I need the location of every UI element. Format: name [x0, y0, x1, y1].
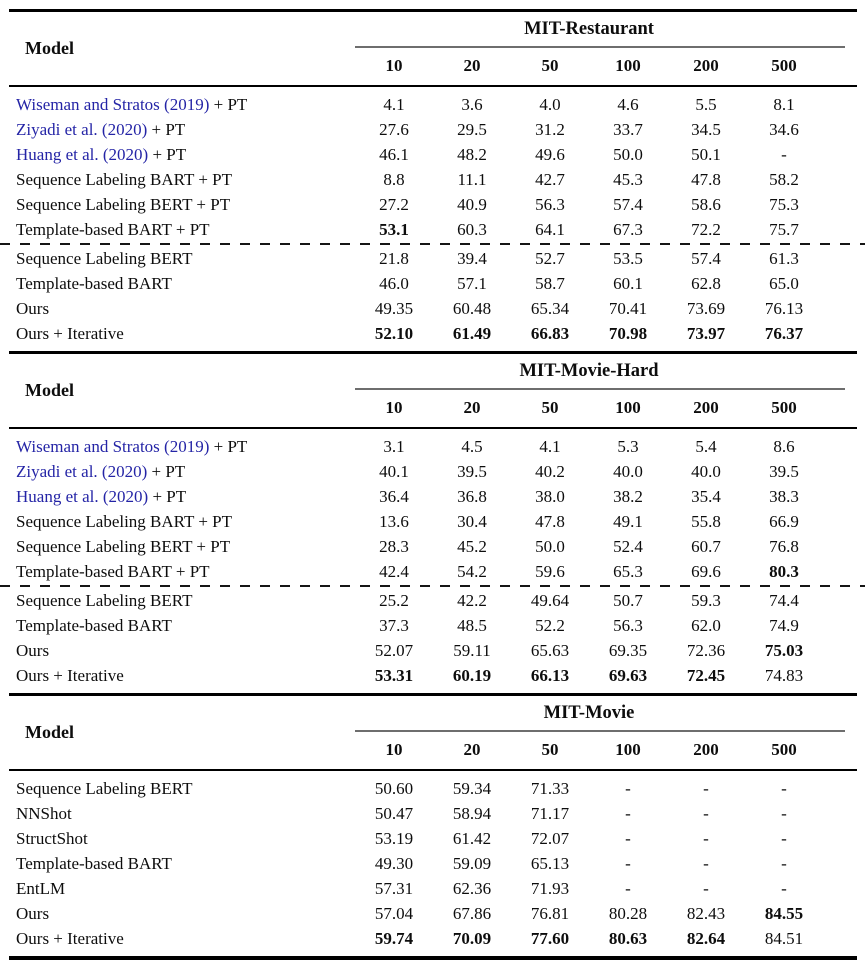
table-header — [0, 696, 865, 769]
sample-size-label: 20 — [463, 740, 481, 760]
sample-size-label: 50 — [541, 740, 559, 760]
score-value: 58.94 — [452, 803, 492, 823]
model-name: Sequence Labeling BART + PT — [16, 511, 232, 531]
score-value: 47.8 — [691, 169, 721, 189]
score-value: 36.4 — [379, 486, 409, 506]
table-row — [16, 117, 823, 142]
score-value: 4.5 — [461, 436, 483, 456]
score-value: 58.7 — [535, 273, 565, 293]
score-value: 57.04 — [374, 903, 414, 923]
score-value: 56.3 — [613, 615, 643, 635]
score-value: - — [781, 878, 787, 898]
score-value: 80.3 — [769, 561, 799, 581]
score-value: 72.07 — [530, 828, 570, 848]
model-name: Ours — [16, 640, 50, 660]
citation-link[interactable]: Ziyadi et al. (2020) — [16, 119, 148, 139]
score-value: 71.93 — [530, 878, 570, 898]
score-value: 50.0 — [535, 536, 565, 556]
score-value: 69.35 — [608, 640, 648, 660]
score-value: 75.03 — [764, 640, 804, 660]
model-name: Huang et al. (2020) + PT — [16, 486, 187, 506]
score-value: 40.2 — [535, 461, 565, 481]
score-value: 42.4 — [379, 561, 409, 581]
score-value: 34.6 — [769, 119, 799, 139]
score-value: 21.8 — [379, 248, 409, 268]
score-value: 49.64 — [530, 590, 570, 610]
score-value: 27.2 — [379, 194, 409, 214]
citation-link[interactable]: Wiseman and Stratos (2019) — [16, 436, 210, 456]
score-value: 75.3 — [769, 194, 799, 214]
model-name: Template-based BART + PT — [16, 561, 210, 581]
sample-size-label: 10 — [385, 398, 403, 418]
score-value: 71.33 — [530, 778, 570, 798]
model-name: Ours + Iterative — [16, 665, 124, 685]
table-row — [16, 876, 823, 901]
score-value: 66.13 — [530, 665, 570, 685]
score-value: 80.63 — [608, 928, 648, 948]
dataset-title: MIT-Restaurant — [524, 18, 654, 39]
score-value: 76.81 — [530, 903, 570, 923]
table-row — [16, 217, 823, 242]
score-value: 37.3 — [379, 615, 409, 635]
score-value: 8.8 — [383, 169, 405, 189]
sample-size-label: 500 — [771, 740, 797, 760]
score-value: 72.2 — [691, 219, 721, 239]
score-value: 25.2 — [379, 590, 409, 610]
model-name: Ziyadi et al. (2020) + PT — [16, 461, 186, 481]
score-value: 50.60 — [374, 778, 414, 798]
score-value: 4.6 — [617, 94, 639, 114]
table-row — [16, 638, 823, 663]
model-column-header-cell — [25, 354, 355, 427]
results-table-mit-movie-hard — [0, 351, 865, 693]
score-value: 39.5 — [457, 461, 487, 481]
table-body — [0, 429, 865, 693]
score-value: 72.36 — [686, 640, 726, 660]
model-name: Sequence Labeling BERT + PT — [16, 194, 231, 214]
score-value: 48.2 — [457, 144, 487, 164]
dataset-title: MIT-Movie — [543, 702, 635, 723]
bottom-rule — [9, 956, 857, 960]
score-value: 69.6 — [691, 561, 721, 581]
sample-size-label: 100 — [615, 398, 641, 418]
score-value: 49.1 — [613, 511, 643, 531]
score-value: 60.48 — [452, 298, 492, 318]
sample-size-header-row — [355, 390, 823, 428]
score-value: 4.0 — [539, 94, 561, 114]
score-value: 30.4 — [457, 511, 487, 531]
dashed-divider — [0, 243, 865, 245]
score-value: 38.2 — [613, 486, 643, 506]
model-name: Ziyadi et al. (2020) + PT — [16, 119, 186, 139]
score-value: - — [703, 803, 709, 823]
score-value: - — [625, 828, 631, 848]
score-value: 76.13 — [764, 298, 804, 318]
score-value: 75.7 — [769, 219, 799, 239]
score-value: - — [625, 878, 631, 898]
score-value: 61.42 — [452, 828, 492, 848]
model-name: Sequence Labeling BERT — [16, 590, 193, 610]
score-value: 45.3 — [613, 169, 643, 189]
score-value: 57.4 — [613, 194, 643, 214]
score-value: 39.4 — [457, 248, 487, 268]
score-value: 66.9 — [769, 511, 799, 531]
score-value: 74.9 — [769, 615, 799, 635]
sample-size-label: 100 — [615, 56, 641, 76]
score-value: 49.35 — [374, 298, 414, 318]
score-value: 59.74 — [374, 928, 414, 948]
score-value: 50.0 — [613, 144, 643, 164]
score-value: 73.69 — [686, 298, 726, 318]
score-value: 42.2 — [457, 590, 487, 610]
score-value: 49.6 — [535, 144, 565, 164]
score-value: 82.64 — [686, 928, 726, 948]
score-value: 38.0 — [535, 486, 565, 506]
model-name: Wiseman and Stratos (2019) + PT — [16, 94, 248, 114]
sample-size-label: 50 — [541, 398, 559, 418]
table-row — [16, 459, 823, 484]
table-header — [0, 12, 865, 85]
score-value: 71.17 — [530, 803, 570, 823]
score-value: 28.3 — [379, 536, 409, 556]
model-name: Sequence Labeling BART + PT — [16, 169, 232, 189]
sample-size-label: 20 — [463, 56, 481, 76]
score-value: 59.3 — [691, 590, 721, 610]
table-row — [16, 901, 823, 926]
score-value: 80.28 — [608, 903, 648, 923]
score-value: 27.6 — [379, 119, 409, 139]
score-value: 34.5 — [691, 119, 721, 139]
dataset-header-area — [355, 696, 823, 769]
score-value: 38.3 — [769, 486, 799, 506]
citation-link[interactable]: Huang et al. (2020) — [16, 144, 149, 164]
score-value: 65.3 — [613, 561, 643, 581]
score-value: - — [781, 803, 787, 823]
score-value: - — [781, 853, 787, 873]
dataset-header-area — [355, 354, 823, 427]
sample-size-label: 500 — [771, 398, 797, 418]
score-value: 13.6 — [379, 511, 409, 531]
model-name: Ours + Iterative — [16, 323, 124, 343]
score-value: - — [781, 778, 787, 798]
score-value: 29.5 — [457, 119, 487, 139]
results-table-mit-movie — [0, 693, 865, 960]
score-value: 53.1 — [379, 219, 409, 239]
score-value: 67.3 — [613, 219, 643, 239]
table-row — [16, 613, 823, 638]
score-value: 53.31 — [374, 665, 414, 685]
score-value: 35.4 — [691, 486, 721, 506]
results-table-mit-restaurant — [0, 9, 865, 351]
score-value: 59.6 — [535, 561, 565, 581]
table-row — [16, 246, 823, 271]
table-row — [16, 271, 823, 296]
model-name: EntLM — [16, 878, 66, 898]
model-name: Ours + Iterative — [16, 928, 124, 948]
score-value: 46.1 — [379, 144, 409, 164]
score-value: 60.3 — [457, 219, 487, 239]
dashed-divider — [0, 585, 865, 587]
score-value: 60.1 — [613, 273, 643, 293]
score-value: 59.34 — [452, 778, 492, 798]
model-name: Sequence Labeling BERT — [16, 248, 193, 268]
table-row — [16, 851, 823, 876]
score-value: 72.45 — [686, 665, 726, 685]
table-row — [16, 192, 823, 217]
citation-link[interactable]: Ziyadi et al. (2020) — [16, 461, 148, 481]
score-value: 65.13 — [530, 853, 570, 873]
model-name: Template-based BART — [16, 853, 172, 873]
score-value: 8.6 — [773, 436, 795, 456]
score-value: - — [625, 803, 631, 823]
score-value: 5.3 — [617, 436, 639, 456]
sample-size-label: 50 — [541, 56, 559, 76]
sample-size-label: 10 — [385, 740, 403, 760]
model-column-header: Model — [25, 380, 74, 400]
score-value: 62.36 — [452, 878, 492, 898]
score-value: - — [703, 853, 709, 873]
score-value: 61.3 — [769, 248, 799, 268]
sample-size-label: 200 — [693, 398, 719, 418]
score-value: 65.63 — [530, 640, 570, 660]
table-row — [16, 663, 823, 688]
sample-size-label: 100 — [615, 740, 641, 760]
table-row — [16, 321, 823, 346]
score-value: 45.2 — [457, 536, 487, 556]
model-column-header-cell — [25, 12, 355, 85]
score-value: 52.7 — [535, 248, 565, 268]
table-row — [16, 559, 823, 584]
table-row — [16, 434, 823, 459]
score-value: 3.6 — [461, 94, 483, 114]
score-value: - — [781, 144, 787, 164]
score-value: 74.4 — [769, 590, 799, 610]
table-row — [16, 588, 823, 613]
table-row — [16, 509, 823, 534]
score-value: 36.8 — [457, 486, 487, 506]
score-value: 62.0 — [691, 615, 721, 635]
score-value: 73.97 — [686, 323, 726, 343]
score-value: 77.60 — [530, 928, 570, 948]
score-value: 50.7 — [613, 590, 643, 610]
model-name: Sequence Labeling BERT — [16, 778, 193, 798]
model-name: Ours — [16, 903, 50, 923]
score-value: 58.2 — [769, 169, 799, 189]
score-value: 4.1 — [383, 94, 405, 114]
sample-size-label: 10 — [385, 56, 403, 76]
score-value: 59.09 — [452, 853, 492, 873]
score-value: 70.98 — [608, 323, 648, 343]
table-row — [16, 142, 823, 167]
model-column-header: Model — [25, 38, 74, 58]
model-column-header: Model — [25, 722, 74, 742]
table-body — [0, 771, 865, 956]
model-name: NNShot — [16, 803, 72, 823]
score-value: 46.0 — [379, 273, 409, 293]
score-value: 60.7 — [691, 536, 721, 556]
score-value: 64.1 — [535, 219, 565, 239]
sample-size-label: 20 — [463, 398, 481, 418]
score-value: 48.5 — [457, 615, 487, 635]
score-value: 52.10 — [374, 323, 414, 343]
score-value: 8.1 — [773, 94, 795, 114]
score-value: 33.7 — [613, 119, 643, 139]
table-row — [16, 534, 823, 559]
sample-size-header-row — [355, 732, 823, 770]
score-value: 52.07 — [374, 640, 414, 660]
score-value: - — [625, 853, 631, 873]
sample-size-label: 200 — [693, 740, 719, 760]
score-value: - — [781, 828, 787, 848]
score-value: 76.8 — [769, 536, 799, 556]
score-value: 66.83 — [530, 323, 570, 343]
dataset-title: MIT-Movie-Hard — [519, 360, 659, 381]
score-value: 74.83 — [764, 665, 804, 685]
score-value: 3.1 — [383, 436, 405, 456]
score-value: 84.51 — [764, 928, 804, 948]
score-value: 39.5 — [769, 461, 799, 481]
score-value: 40.9 — [457, 194, 487, 214]
score-value: 55.8 — [691, 511, 721, 531]
sample-size-label: 500 — [771, 56, 797, 76]
table-row — [16, 801, 823, 826]
score-value: - — [703, 828, 709, 848]
score-value: 56.3 — [535, 194, 565, 214]
sample-size-header-row — [355, 48, 823, 86]
score-value: 65.34 — [530, 298, 570, 318]
score-value: 62.8 — [691, 273, 721, 293]
score-value: 57.4 — [691, 248, 721, 268]
table-row — [16, 296, 823, 321]
score-value: 57.31 — [374, 878, 414, 898]
score-value: 59.11 — [453, 640, 491, 660]
score-value: 53.19 — [374, 828, 414, 848]
model-name: Wiseman and Stratos (2019) + PT — [16, 436, 248, 456]
model-name: Template-based BART + PT — [16, 219, 210, 239]
score-value: 58.6 — [691, 194, 721, 214]
score-value: 82.43 — [686, 903, 726, 923]
model-name: Template-based BART — [16, 615, 172, 635]
score-value: 76.37 — [764, 323, 804, 343]
score-value: 31.2 — [535, 119, 565, 139]
model-name: Sequence Labeling BERT + PT — [16, 536, 231, 556]
table-body — [0, 87, 865, 351]
score-value: 84.55 — [764, 903, 804, 923]
score-value: 47.8 — [535, 511, 565, 531]
sample-size-label: 200 — [693, 56, 719, 76]
score-value: 52.4 — [613, 536, 643, 556]
score-value: 65.0 — [769, 273, 799, 293]
table-row — [16, 926, 823, 951]
model-name: Template-based BART — [16, 273, 172, 293]
score-value: 11.1 — [457, 169, 487, 189]
score-value: 70.41 — [608, 298, 648, 318]
score-value: 5.4 — [695, 436, 717, 456]
score-value: 57.1 — [457, 273, 487, 293]
citation-link[interactable]: Wiseman and Stratos (2019) — [16, 94, 210, 114]
score-value: 50.47 — [374, 803, 414, 823]
model-column-header-cell — [25, 696, 355, 769]
score-value: - — [703, 878, 709, 898]
table-header — [0, 354, 865, 427]
score-value: 70.09 — [452, 928, 492, 948]
score-value: 40.0 — [613, 461, 643, 481]
score-value: 42.7 — [535, 169, 565, 189]
table-row — [16, 167, 823, 192]
table-row — [16, 776, 823, 801]
score-value: 40.0 — [691, 461, 721, 481]
table-row — [16, 826, 823, 851]
score-value: 4.1 — [539, 436, 561, 456]
score-value: 67.86 — [452, 903, 492, 923]
score-value: - — [703, 778, 709, 798]
table-row — [16, 484, 823, 509]
score-value: - — [625, 778, 631, 798]
score-value: 53.5 — [613, 248, 643, 268]
model-name: Huang et al. (2020) + PT — [16, 144, 187, 164]
score-value: 49.30 — [374, 853, 414, 873]
table-row — [16, 92, 823, 117]
dataset-header-area — [355, 12, 823, 85]
score-value: 40.1 — [379, 461, 409, 481]
score-value: 52.2 — [535, 615, 565, 635]
score-value: 61.49 — [452, 323, 492, 343]
score-value: 69.63 — [608, 665, 648, 685]
score-value: 54.2 — [457, 561, 487, 581]
score-value: 5.5 — [695, 94, 717, 114]
model-name: StructShot — [16, 828, 88, 848]
score-value: 60.19 — [452, 665, 492, 685]
model-name: Ours — [16, 298, 50, 318]
citation-link[interactable]: Huang et al. (2020) — [16, 486, 149, 506]
score-value: 50.1 — [691, 144, 721, 164]
